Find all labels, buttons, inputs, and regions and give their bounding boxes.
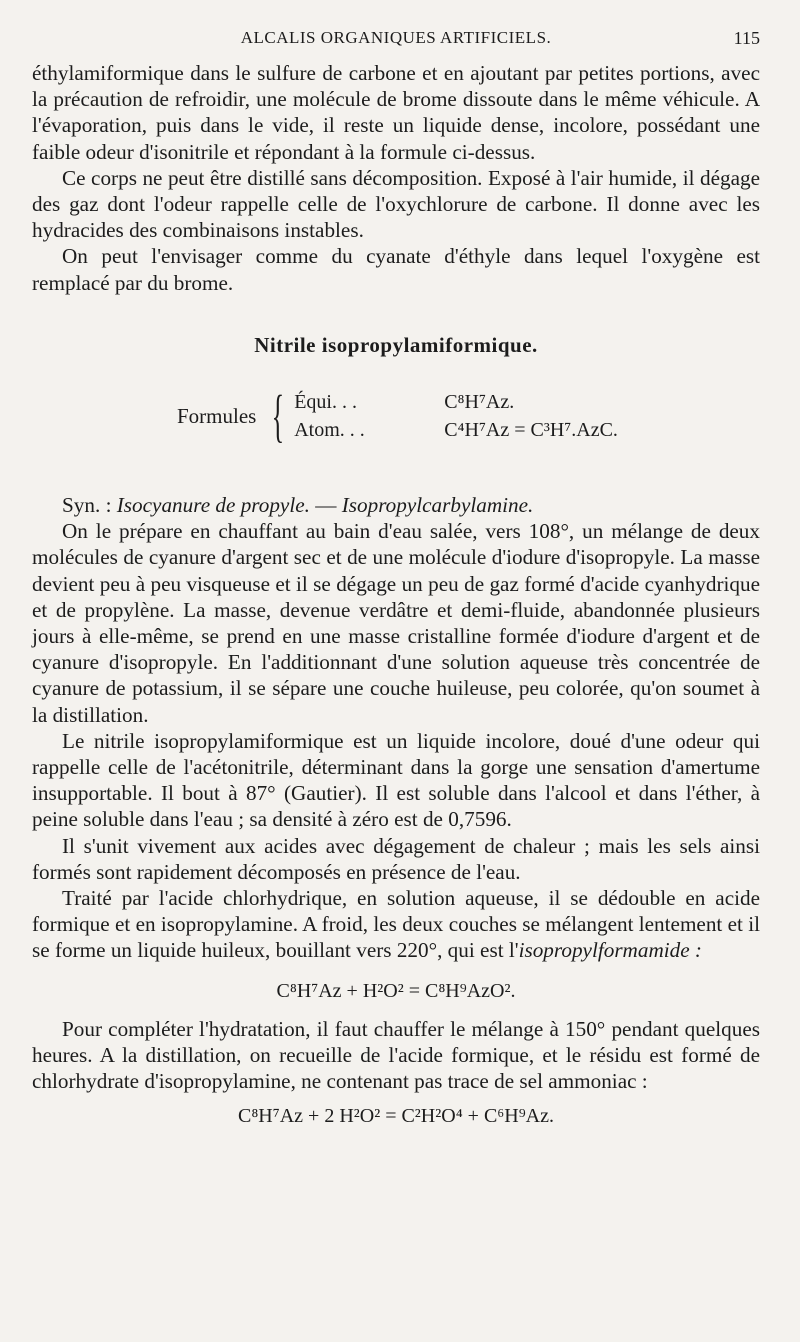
syn-separator: — bbox=[309, 493, 342, 518]
paragraph: Pour compléter l'hydratation, il faut chauffer le mélange à 150° pendant quelques heures. A la distillation, on recueille de l'acide formique, et le résidu est formé de chlorhydrate d'isopropylamine, ne contenant pas trace de sel ammoniac : bbox=[32, 1016, 760, 1094]
formula-row-equi bbox=[294, 388, 618, 416]
page-number: 115 bbox=[733, 28, 760, 48]
paragraph-continuation: éthylamiformique dans le sulfure de carbone et en ajoutant par petites portions, avec la précaution de refroidir, une molécule de brome dissoute dans le même véhicule. A l'évaporation, puis dans le vide, il reste un liquide dense, incolore, possédant une faible odeur d'isonitrile et répondant à la formule ci-dessus. bbox=[32, 61, 760, 164]
syn-prefix: Syn. : bbox=[62, 493, 117, 518]
section-title: Nitrile isopropylamiformique. bbox=[254, 332, 538, 357]
formula-value: C⁸H⁷Az. bbox=[444, 391, 515, 414]
paragraph-italic: isopropylformamide : bbox=[518, 938, 702, 963]
paragraph: Le nitrile isopropylamiformique est un liquide incolore, doué d'une odeur qui rappelle celle de l'acétonitrile, déterminant dans la gorge une sensation d'amertume insupportable. Il bout à 87° (Gautier). Il est soluble dans l'alcool et dans l'éther, à peine soluble dans l'eau ; sa densité à zéro est de 0,7596. bbox=[32, 728, 760, 832]
formula-key: Équi. . . bbox=[294, 391, 357, 414]
syn-name-2: Isopropylcarbylamine. bbox=[341, 493, 534, 518]
paragraph-hcl bbox=[32, 885, 760, 964]
formula-row-atom bbox=[294, 416, 618, 444]
paragraph: On peut l'envisager comme du cyanate d'éthyle dans lequel l'oxygène est remplacé par du brome. bbox=[32, 244, 760, 295]
equation-1: C⁸H⁷Az + H²O² = C⁸H⁹AzO². bbox=[276, 979, 516, 1002]
equation-2: C⁸H⁷Az + 2 H²O² = C²H²O⁴ + C⁶H⁹Az. bbox=[237, 1104, 554, 1127]
running-title: ALCALIS ORGANIQUES ARTIFICIELS. bbox=[240, 28, 552, 47]
paragraph: Il s'unit vivement aux acides avec dégagement de chaleur ; mais les sels ainsi formés sont rapidement décomposés en présence de l'eau. bbox=[32, 833, 760, 884]
body-text bbox=[32, 60, 760, 1141]
page-header bbox=[32, 28, 760, 58]
brace: { bbox=[272, 383, 285, 449]
synonyms-line bbox=[32, 492, 760, 518]
paragraph: Ce corps ne peut être distillé sans décomposition. Exposé à l'air humide, il dégage des gaz dont l'odeur rappelle celle de l'oxychlorure de carbone. Il donne avec les hydracides des combinaisons instables. bbox=[32, 165, 760, 243]
formula-value: C⁴H⁷Az = C³H⁷.AzC. bbox=[444, 419, 618, 442]
formula-label: Formules bbox=[177, 403, 257, 428]
formula-key: Atom. . . bbox=[294, 419, 365, 442]
syn-name-1: Isocyanure de propyle. bbox=[116, 493, 310, 518]
paragraph: On le prépare en chauffant au bain d'eau salée, vers 108°, un mélange de deux molécules de cyanure d'argent sec et de une molécule d'iodure d'isopropyle. La masse devient peu à peu visqueuse et il se dégage un peu de gaz formé d'acide cyanhydrique et de propylène. La masse, devenue verdâtre et demi-fluide, abandonnée plusieurs jours à elle-même, se prend en une masse cristalline formée d'iodure d'argent et de cyanure d'isopropyle. En l'additionnant d'une solution aqueuse très concentrée de cyanure de potassium, il se sépare une couche huileuse, peu colorée, qu'on soumet à la distillation. bbox=[32, 519, 760, 727]
formula-block bbox=[177, 380, 760, 452]
paragraph-text: Traité par l'acide chlorhydrique, en solution aqueuse, il se dédouble en acide formique et en isopropylamine. A froid, les deux couches se mélangent lentement et il se forme un liquide huileux, bouillant vers 220°, qui est l' bbox=[32, 886, 760, 963]
